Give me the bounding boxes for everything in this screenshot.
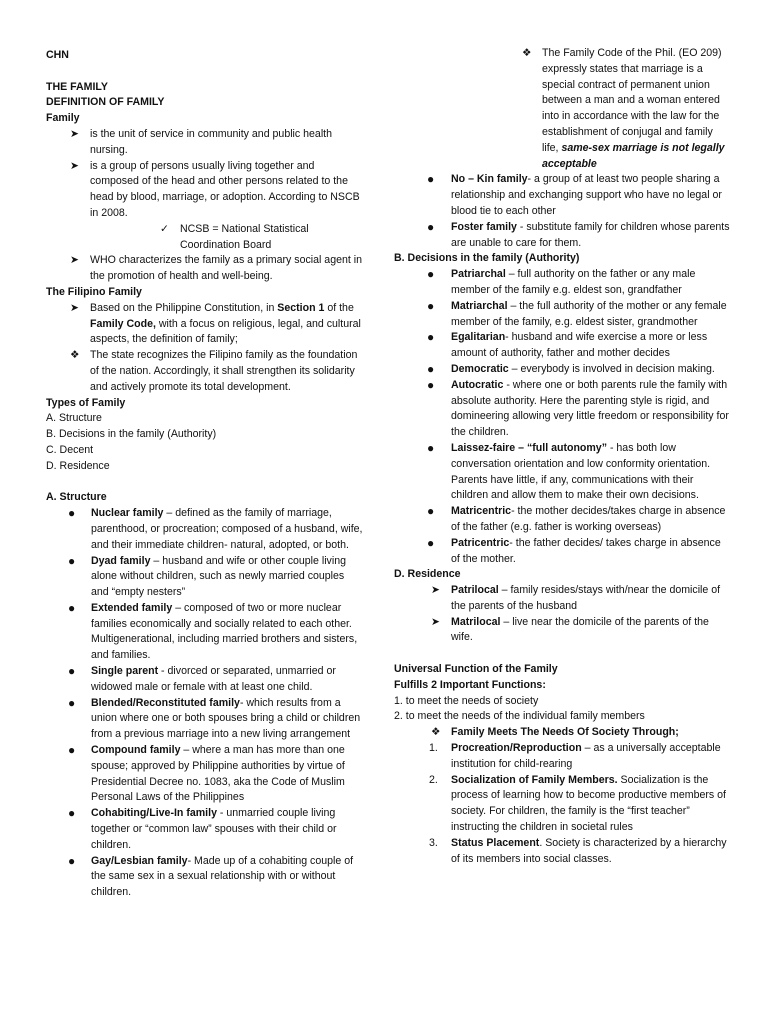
dot-bullet-icon: ●	[427, 504, 435, 519]
list-item: ● Gay/Lesbian family- Made up of a cohabiting couple of the same sex in a sexual relationship with or without children.	[68, 853, 354, 899]
function-line: 2. to meet the needs of the individual family members	[394, 710, 645, 723]
type-line: B. Decisions in the family (Authority)	[46, 428, 217, 441]
list-item: 1. Procreation/Reproduction – as a universally acceptable institution for child-rearing	[429, 742, 721, 770]
dot-bullet-icon: ●	[427, 440, 435, 455]
function-line: 1. to meet the needs of society	[394, 694, 539, 707]
check-bullet-icon: ✓	[160, 222, 169, 235]
arrow-bullet-icon: ➤	[70, 254, 79, 267]
list-item: ● Democratic – everybody is involved in decision making.	[427, 361, 715, 376]
structure-heading: A. Structure	[46, 491, 107, 504]
dot-bullet-icon: ●	[427, 219, 435, 234]
dot-bullet-icon: ●	[427, 361, 435, 376]
residence-heading: D. Residence	[394, 568, 461, 581]
dot-bullet-icon: ●	[68, 553, 76, 568]
list-item: ● Compound family – where a man has more than one spouse; approved by Philippine authorities by virtue of Presidential Decree no. 1083, aka the Code of Muslim Personal Laws of the Philippines	[68, 743, 345, 804]
list-item: ➤ is a group of persons usually living together and composed of the head and other persons related to the head by blood, marriage, or adoption. According to NSCB in 2008.	[70, 159, 360, 219]
list-item: ❖ The state recognizes the Filipino family as the foundation of the nation. Accordingly, it shall strengthen its solidarity and actively promote its total development.	[70, 349, 358, 393]
arrow-bullet-icon: ➤	[431, 584, 440, 597]
arrow-bullet-icon: ➤	[70, 301, 79, 314]
right-column	[394, 0, 732, 867]
dot-bullet-icon: ●	[68, 600, 76, 615]
dot-bullet-icon: ●	[68, 806, 76, 821]
arrow-bullet-icon: ➤	[70, 159, 79, 172]
list-item: ● Nuclear family – defined as the family of marriage, parenthood, or procreation; composed of a husband, wife, and their immediate children- natural, adopted, or both.	[68, 506, 363, 551]
types-heading: Types of Family	[46, 396, 126, 409]
list-item: ➤ WHO characterizes the family as a primary social agent in the promotion of health and well-being.	[70, 254, 363, 283]
dot-bullet-icon: ●	[427, 330, 435, 345]
dot-bullet-icon: ●	[68, 664, 76, 679]
list-item: ● Extended family – composed of two or more nuclear families economically and socially related to each other. Multigenerational, including married brothers and sisters, and families.	[68, 600, 358, 662]
list-item: ➤ Patrilocal – family resides/stays with/near the domicile of the parents of the husband	[431, 584, 721, 612]
dot-bullet-icon: ●	[68, 695, 76, 710]
diamond-bullet-icon: ❖	[70, 349, 80, 362]
diamond-bullet-icon: ❖	[522, 47, 532, 59]
list-item: ● Dyad family – husband and wife or other couple living alone without children, such as newly married couples and “empty nesters”	[68, 553, 346, 599]
left-column	[46, 0, 364, 901]
arrow-bullet-icon: ➤	[431, 615, 440, 628]
dot-bullet-icon: ●	[427, 267, 435, 282]
dot-bullet-icon: ●	[427, 535, 435, 550]
list-item: ● Egalitarian- husband and wife exercise a more or less amount of authority, father and mother decides	[427, 330, 708, 360]
decisions-heading: B. Decisions in the family (Authority)	[394, 252, 580, 265]
diamond-bullet-icon: ❖	[431, 726, 441, 739]
section-title: THE FAMILY	[46, 80, 108, 93]
dot-bullet-icon: ●	[427, 172, 435, 187]
list-item: ➤ Matrilocal – live near the domicile of the parents of the wife.	[431, 615, 709, 644]
type-line: A. Structure	[46, 412, 102, 425]
list-item: ● Matriarchal – the full authority of the mother or any female member of the family, e.g. eldest sister, grandmother	[427, 298, 727, 328]
dot-bullet-icon: ●	[427, 377, 435, 392]
list-item: ❖ The Family Code of the Phil. (EO 209) expressly states that marriage is a special contract of permanent union between a man and a woman entered into in accordance with the law for the establishment of conjugal and family life, same-sex marriage is not legally acceptable	[522, 47, 725, 170]
dot-bullet-icon: ●	[68, 506, 76, 521]
list-item: ● Blended/Reconstituted family- which results from a union where one or both spouses bring a child or children from a previous marriage into a new living arrangement	[68, 695, 361, 741]
dot-bullet-icon: ●	[427, 298, 435, 313]
dot-bullet-icon: ●	[68, 853, 76, 868]
list-item: ● Matricentric- the mother decides/takes charge in absence of the father (e.g. father is working overseas)	[427, 504, 726, 533]
dot-bullet-icon: ●	[68, 743, 76, 758]
list-item: 3. Status Placement. Society is characterized by a hierarchy of its members into social classes.	[429, 836, 727, 865]
type-line: D. Residence	[46, 459, 110, 472]
universal-subheading: Fulfills 2 Important Functions:	[394, 678, 546, 691]
arrow-bullet-icon: ➤	[70, 127, 79, 140]
definition-heading: DEFINITION OF FAMILY	[46, 96, 165, 109]
doc-code: CHN	[46, 49, 69, 61]
universal-heading: Universal Function of the Family	[394, 663, 558, 676]
list-item: ✓ NCSB = National Statistical Coordination Board	[160, 222, 309, 251]
list-item: ● Patriarchal – full authority on the father or any male member of the family e.g. eldest son, grandfather	[427, 267, 696, 296]
list-item: ● Patricentric- the father decides/ takes charge in absence of the mother.	[427, 535, 721, 565]
list-item: ● Single parent - divorced or separated, unmarried or widowed male or female with at least one child.	[68, 664, 336, 693]
list-item: ● Autocratic - where one or both parents rule the family with absolute authority. Here the parenting style is rigid, and domineering allowing very little freedom or responsibility for the children.	[427, 377, 729, 439]
list-item: ❖ Family Meets The Needs Of Society Through;	[394, 725, 732, 741]
type-line: C. Decent	[46, 443, 94, 456]
list-item: ➤ Based on the Philippine Constitution, in Section 1 of the Family Code, with a focus on religious, legal, and cultural aspects, the definition of family;	[70, 301, 361, 346]
list-item: ● Cohabiting/Live-In family - unmarried couple living together or “common law” spouses with their child or children.	[68, 806, 337, 851]
list-item: ● Foster family - substitute family for children whose parents are unable to care for them.	[427, 219, 730, 249]
list-item: ➤ is the unit of service in community and public health nursing.	[70, 127, 333, 156]
list-item: ● Laissez-faire – “full autonomy” - has both low conversation orientation and low conformity orientation. Parents have little, if any, communications with their children and allow them to make their own decisions.	[427, 440, 711, 502]
list-item: 2. Socialization of Family Members. Socialization is the process of learning how to become productive members of society. For children, the family is the “first teacher” instructing the children in societal rules	[429, 773, 726, 834]
family-label: Family	[46, 112, 80, 125]
list-item: ● No – Kin family- a group of at least two people sharing a relationship and exchanging support who have no legal or blood tie to each other	[427, 172, 722, 217]
filipino-family-heading: The Filipino Family	[46, 285, 142, 298]
